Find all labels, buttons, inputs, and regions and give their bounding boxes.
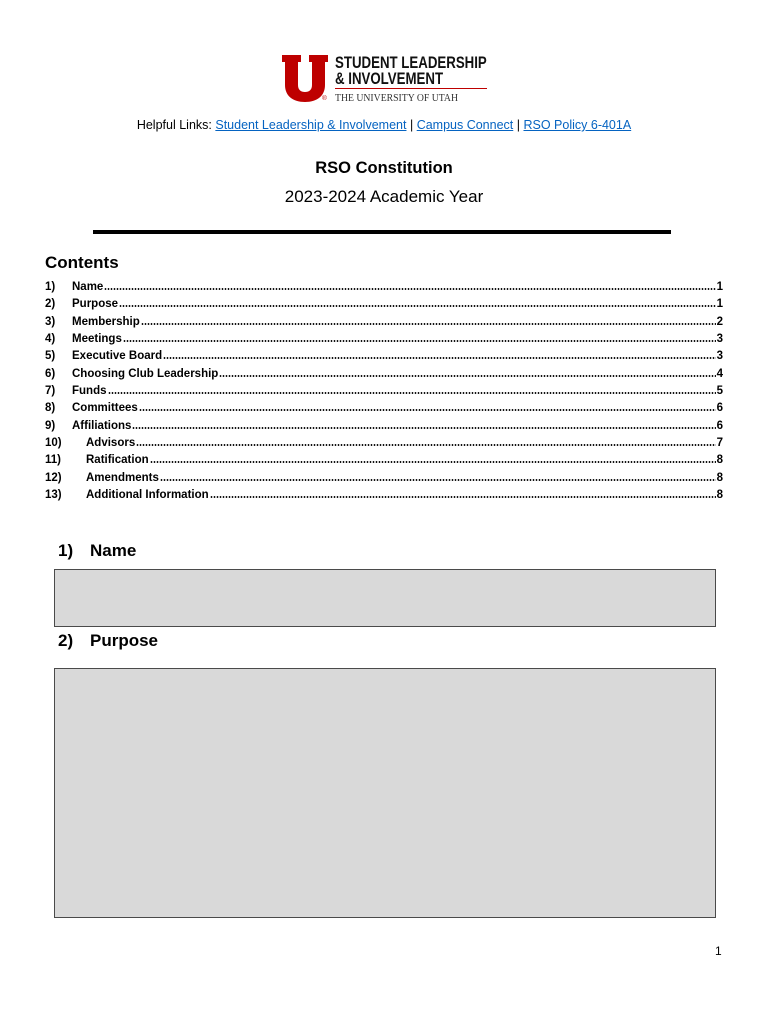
- toc-entry-label: Ratification: [86, 454, 149, 467]
- toc-entry-label: Funds: [72, 384, 107, 397]
- document-subtitle: 2023-2024 Academic Year: [284, 187, 484, 206]
- toc-entry-number: 9): [45, 419, 56, 432]
- section-heading-name: [58, 541, 136, 561]
- toc-entry-label: Purpose: [72, 298, 119, 311]
- toc-entry-page: 1: [716, 298, 723, 311]
- toc-entry-purpose[interactable]: [45, 296, 723, 313]
- toc-dot-leader: [160, 479, 716, 481]
- toc-entry-number: 7): [45, 384, 56, 397]
- toc-entry-number: 6): [45, 367, 56, 380]
- toc-entry-page: 7: [716, 436, 723, 449]
- toc-entry-page: 6: [716, 419, 723, 432]
- toc-entry-name[interactable]: [45, 279, 723, 296]
- link-separator: |: [409, 118, 414, 132]
- toc-entry-number: 10): [45, 436, 62, 449]
- toc-entry-number: 12): [45, 471, 62, 484]
- section-number: 1): [58, 541, 74, 560]
- logo-divider: [335, 88, 487, 89]
- toc-entry-label: Choosing Club Leadership: [72, 367, 219, 380]
- toc-entry-page: 2: [716, 315, 723, 328]
- section-title: Purpose: [90, 631, 159, 650]
- toc-entry-executive-board[interactable]: [45, 348, 723, 365]
- toc-dot-leader: [119, 305, 716, 307]
- toc-dot-leader: [141, 323, 716, 325]
- page-number: 1: [715, 944, 722, 958]
- toc-entry-number: 4): [45, 332, 56, 345]
- toc-entry-number: 8): [45, 402, 56, 415]
- helpful-links-label: Helpful Links:: [136, 118, 212, 132]
- toc-entry-page: 3: [716, 332, 723, 345]
- toc-entry-page: 8: [716, 454, 723, 467]
- toc-dot-leader: [219, 375, 715, 377]
- toc-entry-label: Meetings: [72, 332, 122, 345]
- title-divider: [93, 230, 671, 234]
- toc-entry-meetings[interactable]: [45, 331, 723, 348]
- toc-entry-label: Membership: [72, 315, 140, 328]
- toc-entry-number: 11): [45, 454, 61, 467]
- toc-entry-number: 13): [45, 488, 62, 501]
- toc-entry-page: 4: [716, 367, 723, 380]
- link-rso-policy[interactable]: RSO Policy 6-401A: [523, 118, 632, 132]
- link-student-leadership-involvement[interactable]: Student Leadership & Involvement: [215, 118, 407, 132]
- toc-entry-page: 5: [716, 384, 723, 397]
- toc-dot-leader: [132, 427, 715, 429]
- logo-university-name: THE UNIVERSITY OF UTAH: [335, 92, 458, 104]
- toc-list: [45, 279, 723, 504]
- toc-entry-choosing-club-leadership[interactable]: [45, 366, 723, 383]
- toc-entry-ratification[interactable]: [45, 452, 723, 469]
- document-title: RSO Constitution: [315, 159, 453, 177]
- toc-entry-number: 2): [45, 298, 56, 311]
- toc-entry-committees[interactable]: [45, 400, 723, 417]
- toc-entry-label: Affiliations: [72, 419, 132, 432]
- toc-entry-additional-information[interactable]: [45, 487, 723, 504]
- toc-entry-label: Committees: [72, 402, 138, 415]
- toc-dot-leader: [123, 340, 716, 342]
- toc-entry-page: 1: [716, 281, 723, 293]
- toc-entry-number: 1): [45, 281, 56, 293]
- toc-dot-leader: [136, 444, 715, 446]
- name-field[interactable]: [54, 569, 716, 627]
- toc-entry-membership[interactable]: [45, 314, 723, 331]
- logo-text-line2: & INVOLVEMENT: [335, 69, 444, 88]
- toc-dot-leader: [150, 461, 716, 463]
- toc-entry-label: Name: [72, 281, 104, 293]
- toc-dot-leader: [139, 409, 716, 411]
- link-campus-connect[interactable]: Campus Connect: [416, 118, 514, 132]
- purpose-field[interactable]: [54, 668, 716, 918]
- toc-entry-page: 8: [716, 471, 723, 484]
- helpful-links-bar: [0, 117, 768, 133]
- toc-entry-funds[interactable]: [45, 383, 723, 400]
- toc-entry-page: 3: [716, 350, 723, 363]
- toc-entry-number: 3): [45, 315, 56, 328]
- toc-dot-leader: [210, 496, 716, 498]
- section-number: 2): [58, 631, 74, 650]
- section-heading-purpose: [58, 631, 158, 651]
- toc-entry-label: Amendments: [86, 471, 159, 484]
- contents-heading: Contents: [45, 253, 119, 272]
- toc-entry-page: 6: [716, 402, 723, 415]
- toc-entry-label: Advisors: [86, 436, 136, 449]
- logo-text-line1: STUDENT LEADERSHIP: [335, 53, 487, 72]
- toc-dot-leader: [163, 357, 715, 359]
- toc-dot-leader: [104, 288, 715, 290]
- section-title: Name: [90, 541, 137, 560]
- toc-entry-advisors[interactable]: [45, 435, 723, 452]
- toc-entry-page: 8: [716, 488, 723, 501]
- toc-entry-number: 5): [45, 350, 56, 363]
- toc-entry-amendments[interactable]: [45, 470, 723, 487]
- toc-entry-affiliations[interactable]: [45, 418, 723, 435]
- registered-mark: ®: [322, 95, 327, 102]
- link-separator: |: [516, 118, 520, 132]
- toc-entry-label: Executive Board: [72, 350, 163, 363]
- toc-dot-leader: [108, 392, 716, 394]
- toc-entry-label: Additional Information: [86, 488, 209, 501]
